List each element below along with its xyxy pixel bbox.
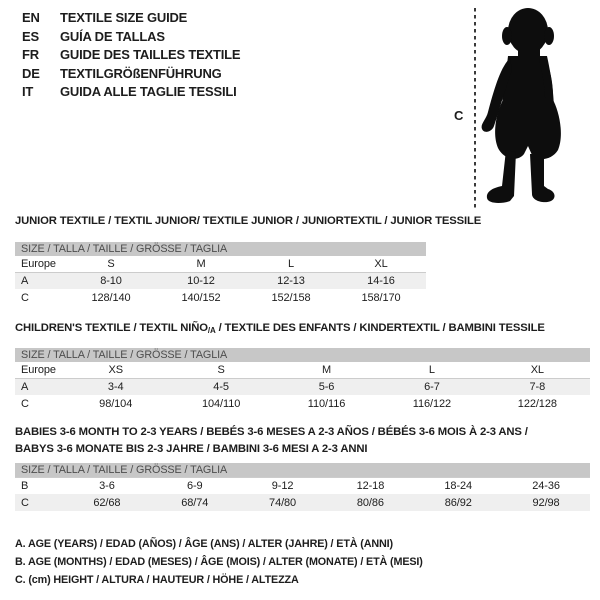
size-table-junior <box>15 242 426 306</box>
language-label: GUIDE DES TAILLES TEXTILE <box>60 47 241 63</box>
height-figure <box>450 0 600 215</box>
legend-notes <box>15 535 423 589</box>
size-header-bar: SIZE / TALLA / TAILLE / GRÖSSE / TAGLIA <box>15 463 590 477</box>
language-header <box>22 9 240 102</box>
table-cell: 6-7 <box>424 381 440 393</box>
table-cell: 68/74 <box>181 496 209 509</box>
language-label: GUÍA DE TALLAS <box>60 28 165 44</box>
table-cell: 74/80 <box>269 496 297 509</box>
height-measure-label: C <box>454 108 464 123</box>
table-cell: 18-24 <box>444 480 473 492</box>
size-column: XS <box>108 364 123 376</box>
row-key: C <box>21 291 29 304</box>
table-cell: 110/116 <box>307 397 346 410</box>
table-cell: 98/104 <box>99 397 133 410</box>
size-table-babies <box>15 463 590 511</box>
size-column: XL <box>374 258 388 270</box>
language-row-es <box>22 28 240 47</box>
size-column: L <box>428 364 435 376</box>
section-title-babies <box>15 424 575 458</box>
row-key: C <box>21 496 29 509</box>
table-cell: 92/98 <box>532 496 560 509</box>
language-row-it <box>22 83 240 102</box>
table-row-age-months <box>15 477 590 494</box>
size-column: M <box>321 364 332 376</box>
section-title-children <box>15 321 545 338</box>
table-cell: 12-18 <box>356 480 385 492</box>
table-cell: 4-5 <box>213 381 229 393</box>
note-age-years: A. AGE (YEARS) / EDAD (AÑOS) / ÂGE (ANS) / ALTER (JAHRE) / ETÀ (ANNI) <box>15 538 393 550</box>
region-label: Europe <box>21 364 56 376</box>
size-column: S <box>217 364 225 376</box>
table-cell: 122/128 <box>517 397 557 410</box>
language-label: TEXTILE SIZE GUIDE <box>60 10 188 25</box>
title-part: CHILDREN'S TEXTILE / TEXTIL NIÑO <box>15 322 208 334</box>
table-cell: 10-12 <box>187 275 215 287</box>
title-line-2: BABYS 3-6 MONATE BIS 2-3 JAHRE / BAMBINI 3-6 MESI A 2-3 ANNI <box>15 443 368 455</box>
table-row-region <box>15 256 426 273</box>
title-subscript: /A <box>207 326 216 335</box>
table-cell: 140/152 <box>181 291 221 304</box>
table-cell: 5-6 <box>318 381 335 393</box>
size-column: XL <box>530 364 544 376</box>
table-row-region <box>15 362 590 379</box>
table-row-height <box>15 289 426 306</box>
table-cell: 104/110 <box>201 397 241 410</box>
table-cell: 116/122 <box>412 397 452 410</box>
size-column: S <box>107 258 115 270</box>
table-row-age <box>15 379 590 395</box>
table-cell: 6-9 <box>186 480 203 492</box>
table-cell: 24-36 <box>532 480 560 492</box>
size-header-bar: SIZE / TALLA / TAILLE / GRÖSSE / TAGLIA <box>15 242 426 256</box>
table-cell: 12-13 <box>277 275 305 287</box>
table-cell: 7-8 <box>529 381 546 393</box>
size-table-children <box>15 348 590 412</box>
table-cell: 9-12 <box>271 480 294 492</box>
table-cell: 62/68 <box>93 496 121 509</box>
baby-silhouette <box>482 8 561 203</box>
language-row-fr <box>22 46 240 65</box>
language-label: TEXTILGRÖßENFÜHRUNG <box>60 65 222 81</box>
title-line-1: BABIES 3-6 MONTH TO 2-3 YEARS / BEBÉS 3-6 MESES A 2-3 AÑOS / BÉBÉS 3-6 MOIS À 2-3 ANS / <box>15 426 528 438</box>
table-cell: 3-4 <box>107 381 124 393</box>
size-column: L <box>287 258 295 270</box>
table-cell: 14-16 <box>367 275 395 287</box>
row-key: B <box>21 480 29 492</box>
size-header-bar: SIZE / TALLA / TAILLE / GRÖSSE / TAGLIA <box>15 348 590 362</box>
table-cell: 8-10 <box>100 275 122 287</box>
table-cell: 80/86 <box>356 496 384 509</box>
language-code: FR <box>22 47 39 63</box>
language-row-en <box>22 9 240 28</box>
table-cell: 86/92 <box>444 496 472 509</box>
section-title-junior: JUNIOR TEXTILE / TEXTIL JUNIOR/ TEXTILE JUNIOR / JUNIORTEXTIL / JUNIOR TESSILE <box>15 215 482 227</box>
table-row-height <box>15 395 590 412</box>
table-cell: 3-6 <box>99 480 115 492</box>
table-cell: 158/170 <box>361 291 401 304</box>
row-key: C <box>21 397 29 410</box>
note-height: C. (cm) HEIGHT / ALTURA / HAUTEUR / HÖHE / ALTEZZA <box>15 574 299 586</box>
row-key: A <box>21 381 29 393</box>
table-row-age <box>15 273 426 289</box>
language-code: EN <box>22 10 40 25</box>
size-column: M <box>196 258 206 270</box>
language-row-de <box>22 65 240 84</box>
table-cell: 152/158 <box>271 291 311 304</box>
note-age-months: B. AGE (MONTHS) / EDAD (MESES) / ÂGE (MOIS) / ALTER (MONATE) / ETÀ (MESI) <box>15 556 423 568</box>
language-code: IT <box>22 84 34 100</box>
table-cell: 128/140 <box>91 291 131 304</box>
language-code: DE <box>22 65 40 81</box>
language-label: GUIDA ALLE TAGLIE TESSILI <box>60 84 237 100</box>
table-row-height <box>15 494 590 511</box>
language-code: ES <box>22 28 39 44</box>
row-key: A <box>21 275 29 287</box>
region-label: Europe <box>21 258 56 270</box>
title-part: / TEXTILE DES ENFANTS / KINDERTEXTIL / BAMBINI TESSILE <box>215 322 545 334</box>
